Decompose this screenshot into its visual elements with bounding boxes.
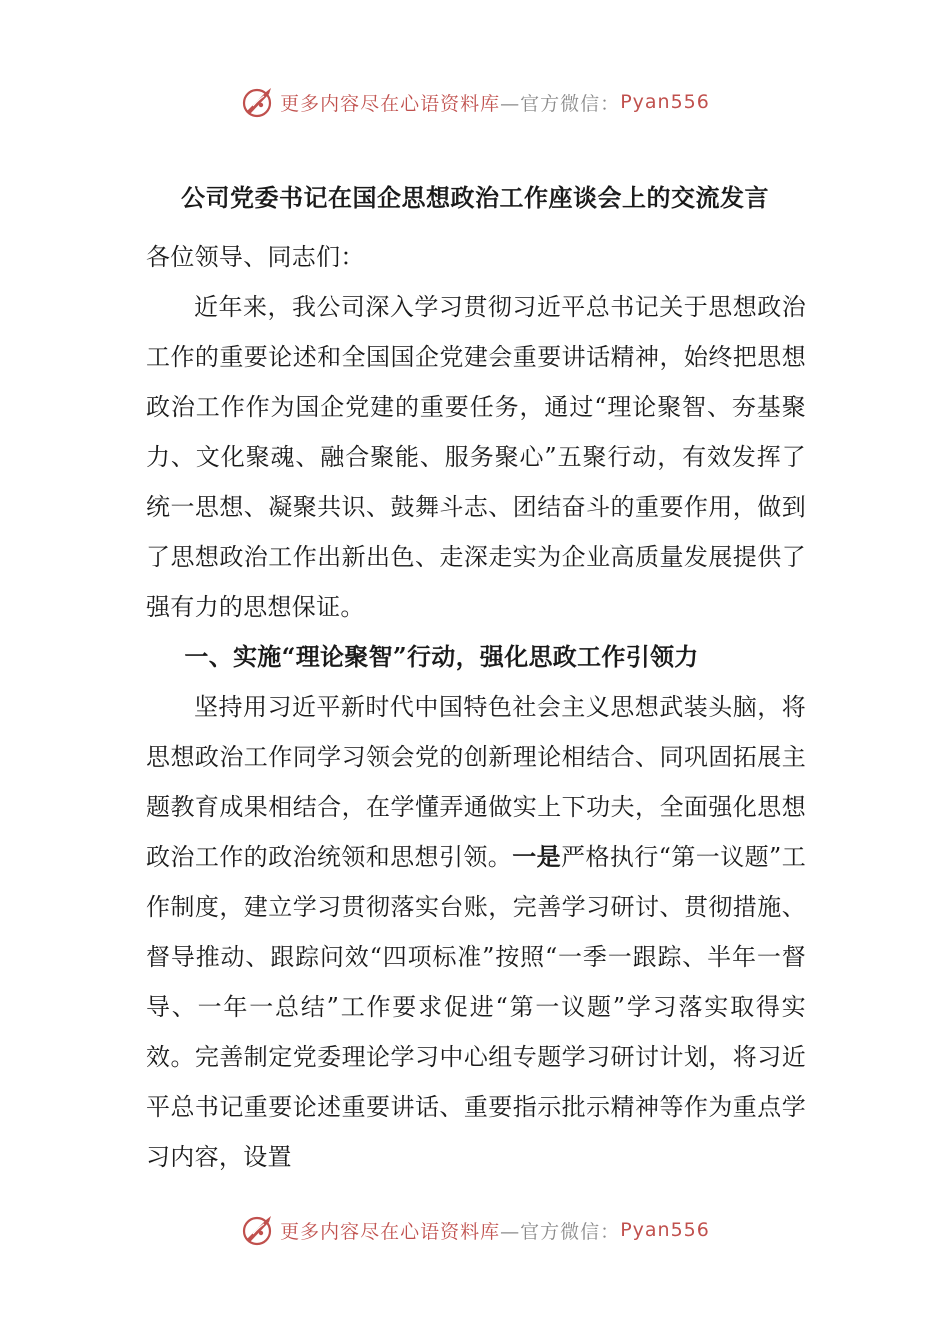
document-body	[146, 232, 806, 1182]
document-title: 公司党委书记在国企思想政治工作座谈会上的交流发言	[181, 183, 769, 212]
point-lead-1: 一是	[512, 842, 562, 871]
footer-watermark-banner	[0, 1212, 950, 1248]
banner-wechat-id: Pyan556	[620, 91, 710, 113]
quill-logo-icon	[240, 1212, 276, 1248]
quill-logo-icon	[240, 84, 276, 120]
banner-wechat-label: —官方微信：	[500, 92, 621, 115]
banner-wechat-label: —官方微信：	[500, 1220, 621, 1243]
banner-wechat-id: Pyan556	[620, 1219, 710, 1241]
banner-site-text: 更多内容尽在心语资料库	[280, 1220, 501, 1243]
banner-site-text: 更多内容尽在心语资料库	[280, 92, 501, 115]
header-watermark-banner	[0, 84, 950, 120]
paragraph-intro: 近年来，我公司深入学习贯彻习近平总书记关于思想政治工作的重要论述和全国国企党建会重要讲话精神，始终把思想政治工作作为国企党建的重要任务，通过“理论聚智、夯基聚力、文化聚魂、融合聚能、服务聚心”五聚行动，有效发挥了统一思想、凝聚共识、鼓舞斗志、团结奋斗的重要作用，做到了思想政治工作出新出色、走深走实为企业高质量发展提供了强有力的思想保证。	[146, 293, 806, 621]
paragraph-section-1	[146, 682, 806, 1182]
paragraph-text: 严格执行“第一议题”工作制度，建立学习贯彻落实台账，完善学习研讨、贯彻措施、督导推动、跟踪问效“四项标准”按照“一季一跟踪、半年一督导、一年一总结”工作要求促进“第一议题”学习落实取得实效。完善制定党委理论学习中心组专题学习研讨计划，将习近平总书记重要论述重要讲话、重要指示批示精神等作为重点学习内容，设置	[146, 843, 806, 1171]
section-heading-1: 一、实施“理论聚智”行动，强化思政工作引领力	[184, 642, 699, 671]
salutation: 各位领导、同志们：	[146, 243, 365, 271]
paragraph-text: 坚持用习近平新时代中国特色社会主义思想武装头脑，将思想政治工作同学习领会党的创新理论相结合、同巩固拓展主题教育成果相结合，在学懂弄通做实上下功夫，全面强化思想政治工作的政治统领和思想引领。	[146, 693, 806, 871]
